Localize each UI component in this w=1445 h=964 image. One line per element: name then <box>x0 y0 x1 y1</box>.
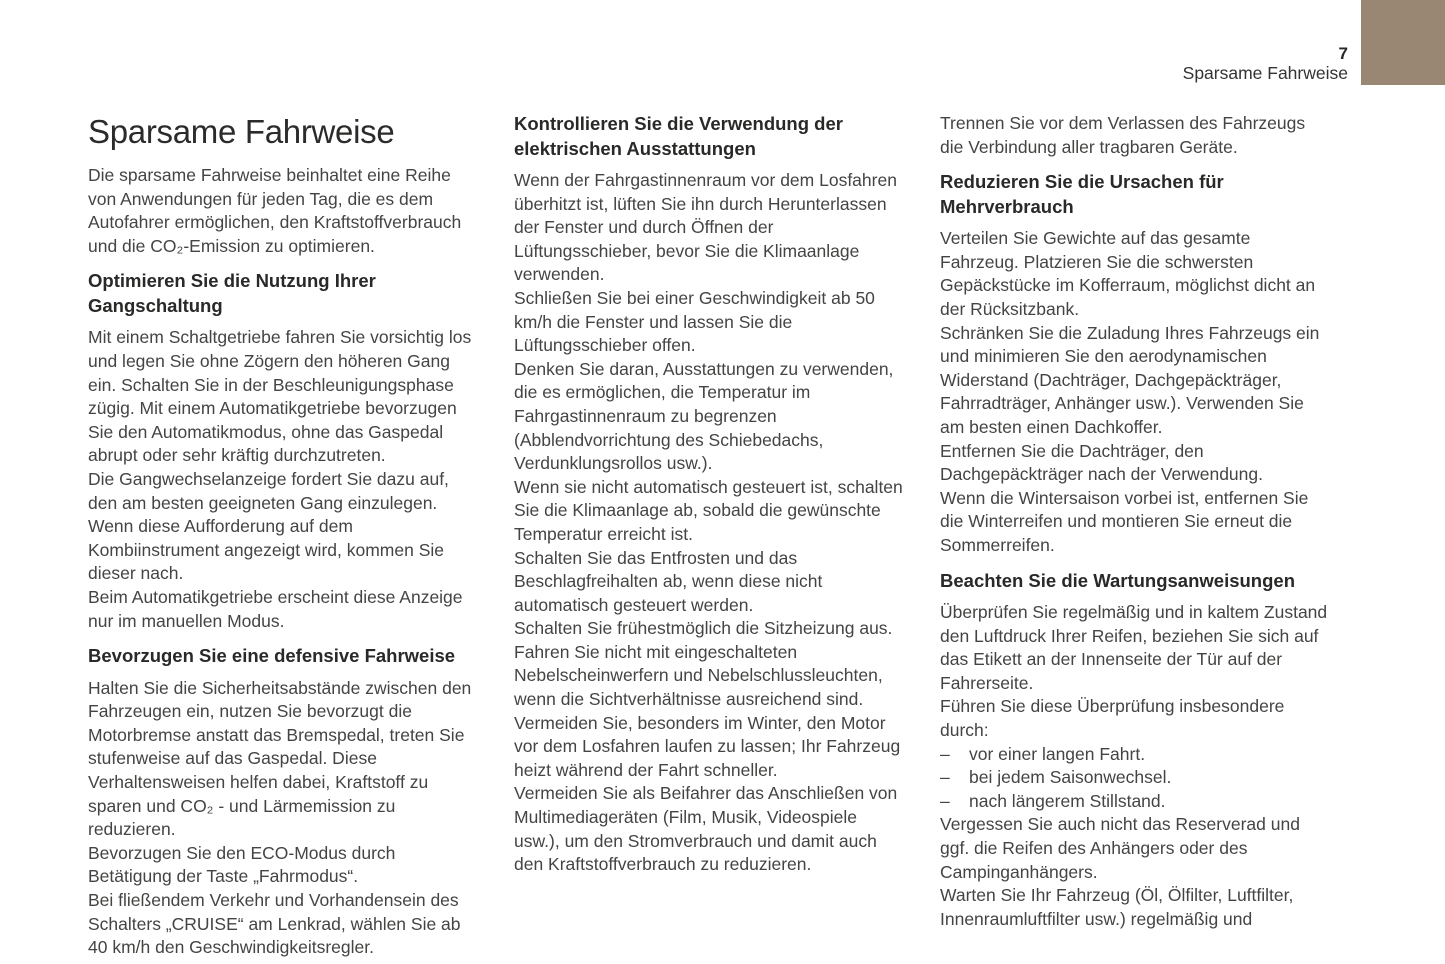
text-line: Schränken Sie die Zuladung Ihres Fahrzeugs ein und minimieren Sie den aerodynamischen Widerstand (Dachträger, Dachgepäckträger, Fahrradträger, Anhänger usw.). Verwenden Sie am besten einen Dachkoffer. <box>940 322 1320 437</box>
text-line: Fahren Sie nicht mit eingeschalteten Nebelscheinwerfern und Nebelschlussleuchten, wenn die Sichtverhältnisse ausreichend sind. <box>514 641 883 710</box>
section-heading: Optimieren Sie die Nutzung Ihrer Gangschaltung <box>88 270 376 316</box>
text-line: Wenn die Wintersaison vorbei ist, entfernen Sie die Winterreifen und montieren Sie erneut die Sommerreifen. <box>940 487 1309 555</box>
text-line: Verteilen Sie Gewichte auf das gesamte Fahrzeug. Platzieren Sie die schwersten Gepäckstücke im Kofferraum, möglichst dicht an der Rücksitzbank. <box>940 228 1316 319</box>
paragraph <box>940 813 1331 931</box>
running-header: Sparsame Fahrweise <box>1182 63 1348 83</box>
text-line: Trennen Sie vor dem Verlassen des Fahrzeugs die Verbindung aller tragbaren Geräte. <box>940 113 1306 157</box>
paragraph <box>88 677 479 960</box>
text-line: Vergessen Sie auch nicht das Reserverad und ggf. die Reifen des Anhängers oder des Campinganhängers. <box>940 814 1300 882</box>
text-line: Führen Sie diese Überprüfung insbesondere durch: <box>940 696 1285 740</box>
text-line: Halten Sie die Sicherheitsabstände zwischen den Fahrzeugen ein, nutzen Sie bevorzugt die Motorbremse anstatt das Bremspedal, treten Sie stufenweise auf das Gaspedal. Diese Verhaltensweisen helfen dabei, Kraftstoff zu sparen und CO₂ - und Lärmemission zu reduzieren. <box>88 677 472 840</box>
text-line: Bei fließendem Verkehr und Vorhandensein des Schalters „CRUISE“ am Lenkrad, wählen Sie ab 40 km/h den Geschwindigkeitsregler. <box>88 889 461 958</box>
dash-list <box>940 743 1331 814</box>
text-line: Wenn sie nicht automatisch gesteuert ist, schalten Sie die Klimaanlage ab, sobald die gewünschte Temperatur erreicht ist. <box>514 476 903 544</box>
page-number: 7 <box>1338 44 1348 63</box>
section-heading: Kontrollieren Sie die Verwendung der elektrischen Ausstattungen <box>514 113 843 159</box>
text-line: Die Gangwechselanzeige fordert Sie dazu auf, den am besten geeigneten Gang einzulegen. Wenn diese Aufforderung auf dem Kombiinstrument angezeigt wird, kommen Sie dieser nach. <box>88 468 449 584</box>
column-3 <box>940 112 1331 931</box>
list-item-text: bei jedem Saisonwechsel. <box>969 767 1172 788</box>
column-1 <box>88 112 479 960</box>
paragraph <box>940 601 1331 743</box>
list-item-text: nach längerem Stillstand. <box>969 790 1166 811</box>
text-line: Mit einem Schaltgetriebe fahren Sie vorsichtig los und legen Sie ohne Zögern den höheren Gang ein. Schalten Sie in der Beschleunigungsphase zügig. Mit einem Automatikgetriebe bevorzugen Sie den Automatikmodus, ohne das Gaspedal abrupt oder sehr kräftig durchzutreten. <box>88 327 472 466</box>
section-heading: Reduzieren Sie die Ursachen für Mehrverbrauch <box>940 171 1224 217</box>
paragraph <box>88 326 479 633</box>
text-line: Die sparsame Fahrweise beinhaltet eine Reihe von Anwendungen für jeden Tag, die es dem Autofahrer ermöglichen, den Kraftstoffverbrauch und die CO₂-Emission zu optimieren. <box>88 165 462 256</box>
text-line: Vermeiden Sie, besonders im Winter, den Motor vor dem Losfahren laufen zu lassen; Ihr Fahrzeug heizt während der Fahrt schneller. <box>514 712 901 780</box>
content-columns <box>88 112 1330 960</box>
section-heading: Beachten Sie die Wartungsanweisungen <box>940 569 1295 591</box>
list-item-text: vor einer langen Fahrt. <box>969 743 1146 764</box>
text-line: Schließen Sie bei einer Geschwindigkeit ab 50 km/h die Fenster und lassen Sie die Lüftungsschieber offen. <box>514 287 875 356</box>
column-2 <box>514 112 905 877</box>
list-item <box>940 743 1331 767</box>
dash-bullet: – <box>940 767 950 788</box>
text-line: Schalten Sie das Entfrosten und das Beschlagfreihalten ab, wenn diese nicht automatisch gesteuert werden. <box>514 547 823 615</box>
text-line: Überprüfen Sie regelmäßig und in kaltem Zustand den Luftdruck Ihrer Reifen, beziehen Sie sich auf das Etikett an der Innenseite der Tür auf der Fahrerseite. <box>940 602 1328 693</box>
text-line: Beim Automatikgetriebe erscheint diese Anzeige nur im manuellen Modus. <box>88 586 463 631</box>
text-line: Vermeiden Sie als Beifahrer das Anschließen von Multimediageräten (Film, Musik, Videospiele usw.), um den Stromverbrauch und damit auch den Kraftstoffverbrauch zu reduzieren. <box>514 783 898 875</box>
section-heading: Bevorzugen Sie eine defensive Fahrweise <box>88 645 456 667</box>
paragraph <box>940 112 1331 159</box>
text-line: Wenn der Fahrgastinnenraum vor dem Losfahren überhitzt ist, lüften Sie ihn durch Herunterlassen der Fenster und durch Öffnen der Lüftungsschieber, bevor Sie die Klimaanlage verwenden. <box>514 170 897 285</box>
text-line: Denken Sie daran, Ausstattungen zu verwenden, die es ermöglichen, die Temperatur im Fahrgastinnenraum zu begrenzen (Abblendvorrichtung des Schiebedachs, Verdunklungsrollos usw.). <box>514 358 894 474</box>
text-line: Schalten Sie frühestmöglich die Sitzheizung aus. <box>514 618 893 639</box>
paragraph <box>940 227 1331 557</box>
text-line: Bevorzugen Sie den ECO-Modus durch Betätigung der Taste „Fahrmodus“. <box>88 842 396 887</box>
page-title: Sparsame Fahrweise <box>88 113 395 150</box>
list-item <box>940 790 1331 814</box>
paragraph <box>88 164 479 258</box>
list-item <box>940 766 1331 790</box>
text-line: Warten Sie Ihr Fahrzeug (Öl, Ölfilter, Luftfilter, Innenraumluftfilter usw.) regelmäßig und <box>940 885 1294 929</box>
paragraph <box>514 169 905 877</box>
text-line: Entfernen Sie die Dachträger, den Dachgepäckträger nach der Verwendung. <box>940 440 1263 485</box>
page-header <box>1183 44 1348 84</box>
dash-bullet: – <box>940 743 950 764</box>
chapter-corner-tab <box>1361 0 1445 85</box>
dash-bullet: – <box>940 790 950 811</box>
